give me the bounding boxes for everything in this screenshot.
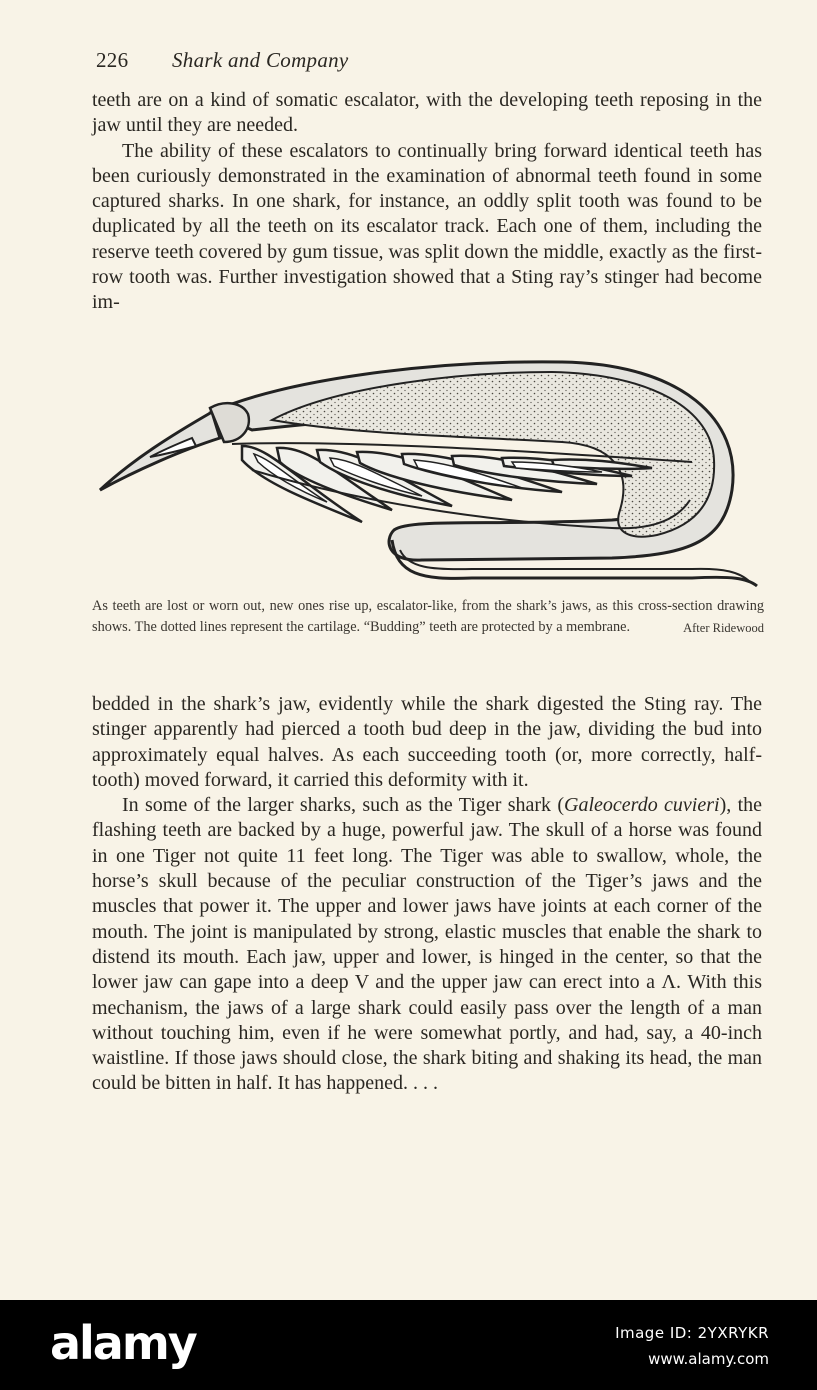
para2-start: In some of the larger sharks, such as the Tiger shark (	[122, 794, 565, 817]
alamy-logo: alamy	[50, 1316, 196, 1370]
caption-text: As teeth are lost or worn out, new ones rise up, escalator-like, from the shark’s jaws, as this cross-section drawing shows. The dotted lines represent the cartilage. “Budding” teeth are protected by a membrane.	[92, 598, 764, 635]
paragraph-tiger-shark	[92, 793, 762, 1097]
paragraph-escalators: The ability of these escalators to continually bring forward identical teeth has been curiously demonstrated in the examination of abnormal teeth found in some captured sharks. In one shark, for instance, an oddly split tooth was found to be duplicated by all the teeth on its escalator track. Each one of them, including the reserve teeth covered by gum tissue, was split down the middle, exactly as the first-row tooth was. Further investigation showed that a Sting ray’s stinger had become im-	[92, 139, 762, 314]
body-text-top	[92, 88, 762, 316]
paragraph-bedded: bedded in the shark’s jaw, evidently while the shark digested the Sting ray. The stinger apparently had pierced a tooth bud deep in the jaw, dividing the bud into approximately equal halves. As each succeeding tooth (or, more correctly, half-tooth) moved forward, it carried this deformity with it.	[92, 693, 762, 791]
stock-watermark-bar	[0, 1300, 817, 1390]
running-title: Shark and Company	[171, 48, 349, 72]
figure-credit: After Ridewood	[683, 621, 764, 635]
para2-end: ), the flashing teeth are backed by a huge, powerful jaw. The skull of a horse was found in one Tiger not quite 11 feet long. The Tiger was able to swallow, whole, the horse’s skull because of the peculiar construction of the Tiger’s jaws and the muscles that power it. The upper and lower jaws have joints at each corner of the mouth. The joint is manipulated by strong, elastic muscles that enable the shark to distend its mouth. Each jaw, upper and lower, is hinged in the center, so that the lower jaw can gape into a deep V and the upper jaw can erect into a Λ. With this mechanism, the jaws of a large shark could easily pass over the length of a man without touching him, even if he were somewhat portly, and had, say, a 40-inch waistline. If those jaws should close, the shark biting and shaking its head, the man could be bitten in half. It has happened. . . .	[92, 794, 763, 1095]
figure-caption	[92, 596, 764, 639]
body-text-bottom	[92, 692, 762, 1097]
jaw-cross-section-illustration	[92, 350, 764, 590]
running-header	[96, 48, 349, 73]
species-name: Galeocerdo cuvieri	[564, 794, 720, 817]
site-url: www.alamy.com	[648, 1350, 769, 1368]
image-id: Image ID: 2YXRYKR	[615, 1324, 769, 1342]
page-number: 226	[96, 48, 129, 72]
paragraph-continued: teeth are on a kind of somatic escalator, with the developing teeth reposing in the jaw until they are needed.	[92, 89, 762, 137]
